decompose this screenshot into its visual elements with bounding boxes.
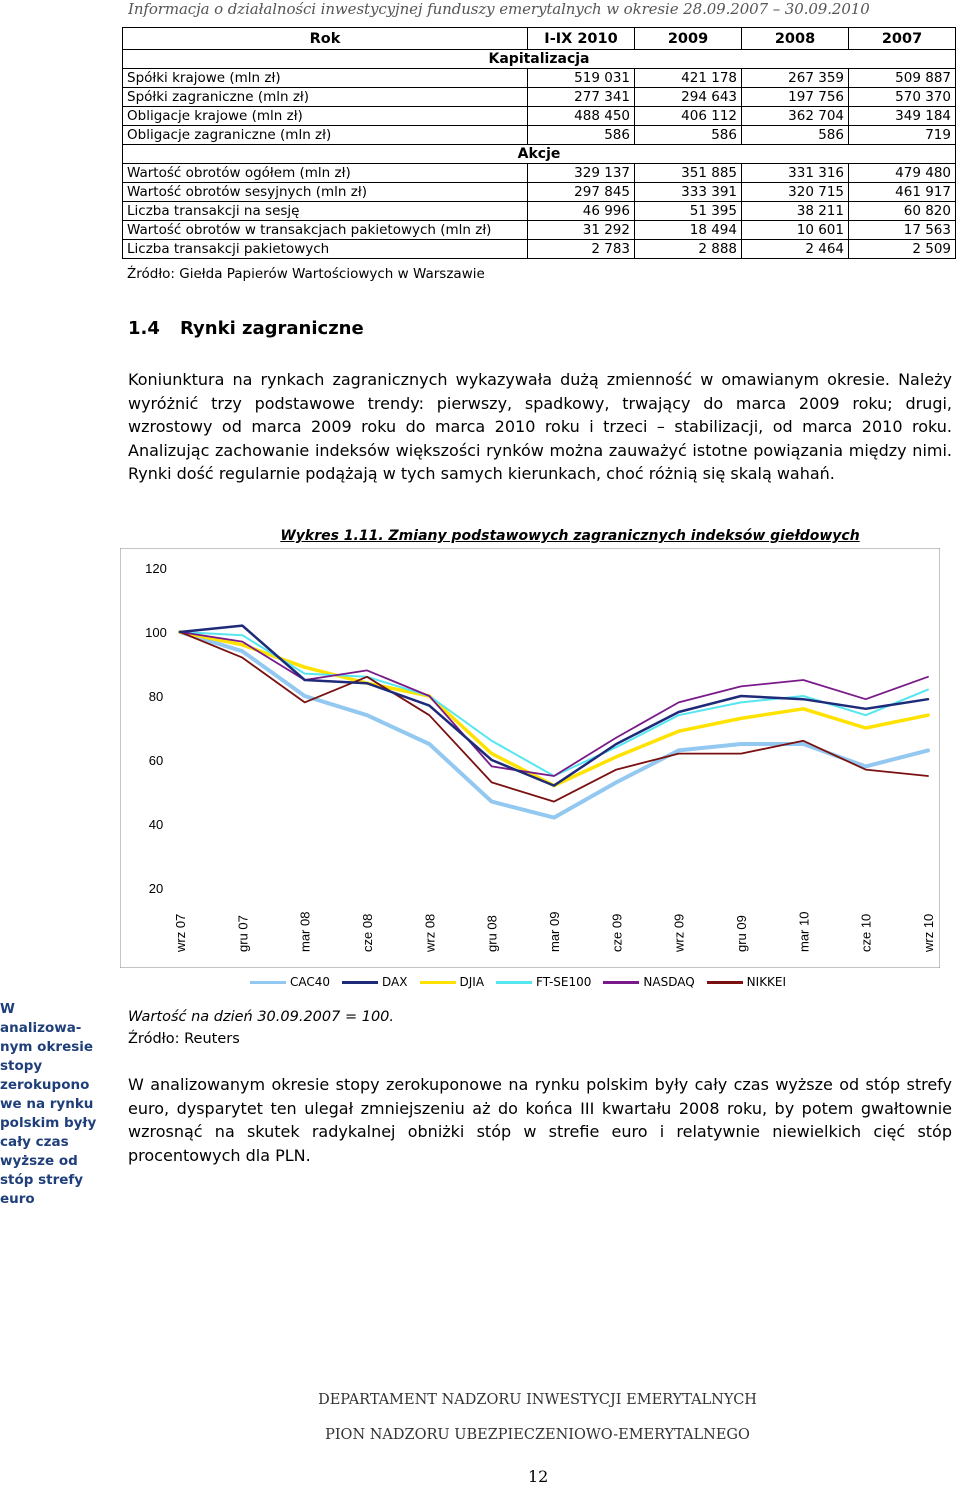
row-value: 586 <box>635 126 742 145</box>
column-header-year: Rok <box>123 28 528 50</box>
table-row <box>123 202 956 221</box>
row-value: 267 359 <box>742 69 849 88</box>
legend-swatch <box>496 981 532 984</box>
section-title: Rynki zagraniczne <box>180 318 364 339</box>
footer-division: PION NADZORU UBEZPIECZENIOWO-EMERYTALNEGO <box>325 1427 750 1443</box>
x-tick-label: mar 10 <box>796 911 812 952</box>
legend-label: NASDAQ <box>643 975 695 989</box>
column-header-1: I-IX 2010 <box>528 28 635 50</box>
page-number: 12 <box>528 1467 549 1486</box>
row-value: 586 <box>742 126 849 145</box>
y-tick-label: 120 <box>145 561 167 576</box>
chart-note: Wartość na dzień 30.09.2007 = 100. <box>128 1009 395 1025</box>
row-label: Spółki krajowe (mln zł) <box>123 69 528 88</box>
column-header-3: 2008 <box>742 28 849 50</box>
x-tick-label: wrz 09 <box>671 913 687 952</box>
row-value: 488 450 <box>528 107 635 126</box>
row-value: 331 316 <box>742 164 849 183</box>
row-value: 329 137 <box>528 164 635 183</box>
row-label: Obligacje zagraniczne (mln zł) <box>123 126 528 145</box>
table-source: Źródło: Giełda Papierów Wartościowych w Warszawie <box>127 266 485 282</box>
index-line-chart <box>120 548 940 968</box>
legend-item <box>342 975 407 989</box>
legend-item <box>707 975 786 989</box>
section-heading <box>128 318 364 339</box>
x-tick-label: wrz 07 <box>173 913 188 952</box>
chart-source: Źródło: Reuters <box>128 1031 240 1047</box>
row-value: 2 509 <box>849 240 956 259</box>
row-value: 2 464 <box>742 240 849 259</box>
column-header-2: 2009 <box>635 28 742 50</box>
row-value: 60 820 <box>849 202 956 221</box>
row-value: 51 395 <box>635 202 742 221</box>
legend-swatch <box>342 981 378 984</box>
row-label: Wartość obrotów sesyjnych (mln zł) <box>123 183 528 202</box>
row-value: 2 783 <box>528 240 635 259</box>
legend-swatch <box>707 981 743 984</box>
row-label: Wartość obrotów w transakcjach pakietowych (mln zł) <box>123 221 528 240</box>
row-value: 519 031 <box>528 69 635 88</box>
row-value: 277 341 <box>528 88 635 107</box>
row-value: 294 643 <box>635 88 742 107</box>
x-tick-label: cze 08 <box>360 913 375 952</box>
row-value: 320 715 <box>742 183 849 202</box>
chart-legend <box>250 975 798 989</box>
table-section-title: Kapitalizacja <box>123 50 956 69</box>
x-tick-label: gru 09 <box>734 915 749 952</box>
y-tick-label: 20 <box>148 881 164 896</box>
x-tick-label: gru 08 <box>484 915 500 952</box>
legend-label: DJIA <box>459 975 485 989</box>
row-value: 31 292 <box>528 221 635 240</box>
table-row <box>123 126 956 145</box>
table-row <box>123 164 956 183</box>
column-header-4: 2007 <box>849 28 956 50</box>
x-tick-label: mar 09 <box>547 911 562 952</box>
row-value: 197 756 <box>742 88 849 107</box>
x-tick-label: wrz 10 <box>921 913 936 952</box>
row-value: 570 370 <box>849 88 956 107</box>
row-value: 351 885 <box>635 164 742 183</box>
legend-item <box>420 975 485 989</box>
row-value: 349 184 <box>849 107 956 126</box>
row-value: 362 704 <box>742 107 849 126</box>
row-value: 479 480 <box>849 164 956 183</box>
legend-label: FT-SE100 <box>536 975 592 989</box>
row-value: 719 <box>849 126 956 145</box>
row-label: Spółki zagraniczne (mln zł) <box>123 88 528 107</box>
row-value: 333 391 <box>635 183 742 202</box>
footer-department: DEPARTAMENT NADZORU INWESTYCJI EMERYTALNYCH <box>318 1392 757 1408</box>
row-value: 297 845 <box>528 183 635 202</box>
chart-title <box>128 528 960 544</box>
row-label: Liczba transakcji na sesję <box>123 202 528 221</box>
legend-swatch <box>250 981 286 984</box>
row-label: Liczba transakcji pakietowych <box>123 240 528 259</box>
chart-title-text: Wykres 1.11. Zmiany podstawowych zagranicznych indeksów giełdowych <box>280 528 860 544</box>
table-row <box>123 107 956 126</box>
paragraph-trends: Koniunktura na rynkach zagranicznych wykazywała dużą zmienność w omawianym okresie. Należy wyróżnić trzy podstawowe trendy: pierwszy, spadkowy, trwający do marca 2009 roku; drugi, wzrostowy od marca 2009 roku do marca 2010 roku i trzeci – stabilizacji, od marca 2010 roku. Analizując zachowanie indeksów większości rynków można zauważyć istotne powiązania między nimi. Rynki dość regularnie podążają w tych samych kierunkach, choć różnią się skalą wahań. <box>128 370 952 483</box>
chart-frame <box>120 548 940 968</box>
row-label: Obligacje krajowe (mln zł) <box>123 107 528 126</box>
legend-label: CAC40 <box>290 975 331 989</box>
table-row <box>123 88 956 107</box>
row-value: 509 887 <box>849 69 956 88</box>
table-row <box>123 240 956 259</box>
margin-note: W analizowa-nym okresie stopy zerokupono we na rynku polskim były cały czas wyższe od stóp strefy euro <box>0 1001 97 1207</box>
row-value: 38 211 <box>742 202 849 221</box>
market-stats-table <box>122 27 956 259</box>
y-tick-label: 40 <box>148 817 164 832</box>
row-value: 18 494 <box>635 221 742 240</box>
section-number: 1.4 <box>128 318 160 339</box>
table-row <box>123 221 956 240</box>
legend-label: DAX <box>382 975 408 989</box>
row-value: 461 917 <box>849 183 956 202</box>
x-tick-label: cze 10 <box>858 913 874 952</box>
row-value: 17 563 <box>849 221 956 240</box>
x-tick-label: mar 08 <box>297 911 313 952</box>
y-tick-label: 100 <box>145 625 167 640</box>
paragraph-rates: W analizowanym okresie stopy zerokuponowe na rynku polskim były cały czas wyższe od stóp strefy euro, dysparytet ten ulegał zmniejszeniu aż do końca III kwartału 2008 roku, by potem gwałtownie wzrosnąć na skutek radykalnej obniżki stóp w strefie euro i relatywnie niewielkich cięć stóp procentowych dla PLN. <box>128 1075 952 1165</box>
row-value: 586 <box>528 126 635 145</box>
legend-item <box>496 975 591 989</box>
row-value: 406 112 <box>635 107 742 126</box>
y-tick-label: 80 <box>148 689 164 704</box>
legend-swatch <box>603 981 639 984</box>
running-header: Informacja o działalności inwestycyjnej funduszy emerytalnych w okresie 28.09.2007 – 30.09.2010 <box>128 0 870 18</box>
row-value: 46 996 <box>528 202 635 221</box>
x-tick-label: wrz 08 <box>422 913 438 952</box>
row-value: 421 178 <box>635 69 742 88</box>
legend-swatch <box>420 981 456 984</box>
x-tick-label: gru 07 <box>235 915 251 952</box>
row-label: Wartość obrotów ogółem (mln zł) <box>123 164 528 183</box>
legend-item <box>250 975 330 989</box>
row-value: 10 601 <box>742 221 849 240</box>
table-section-title: Akcje <box>123 145 956 164</box>
row-value: 2 888 <box>635 240 742 259</box>
table-row <box>123 69 956 88</box>
y-tick-label: 60 <box>148 753 164 768</box>
x-tick-label: cze 09 <box>609 913 625 952</box>
legend-label: NIKKEI <box>746 975 787 989</box>
table-row <box>123 183 956 202</box>
legend-item <box>603 975 694 989</box>
